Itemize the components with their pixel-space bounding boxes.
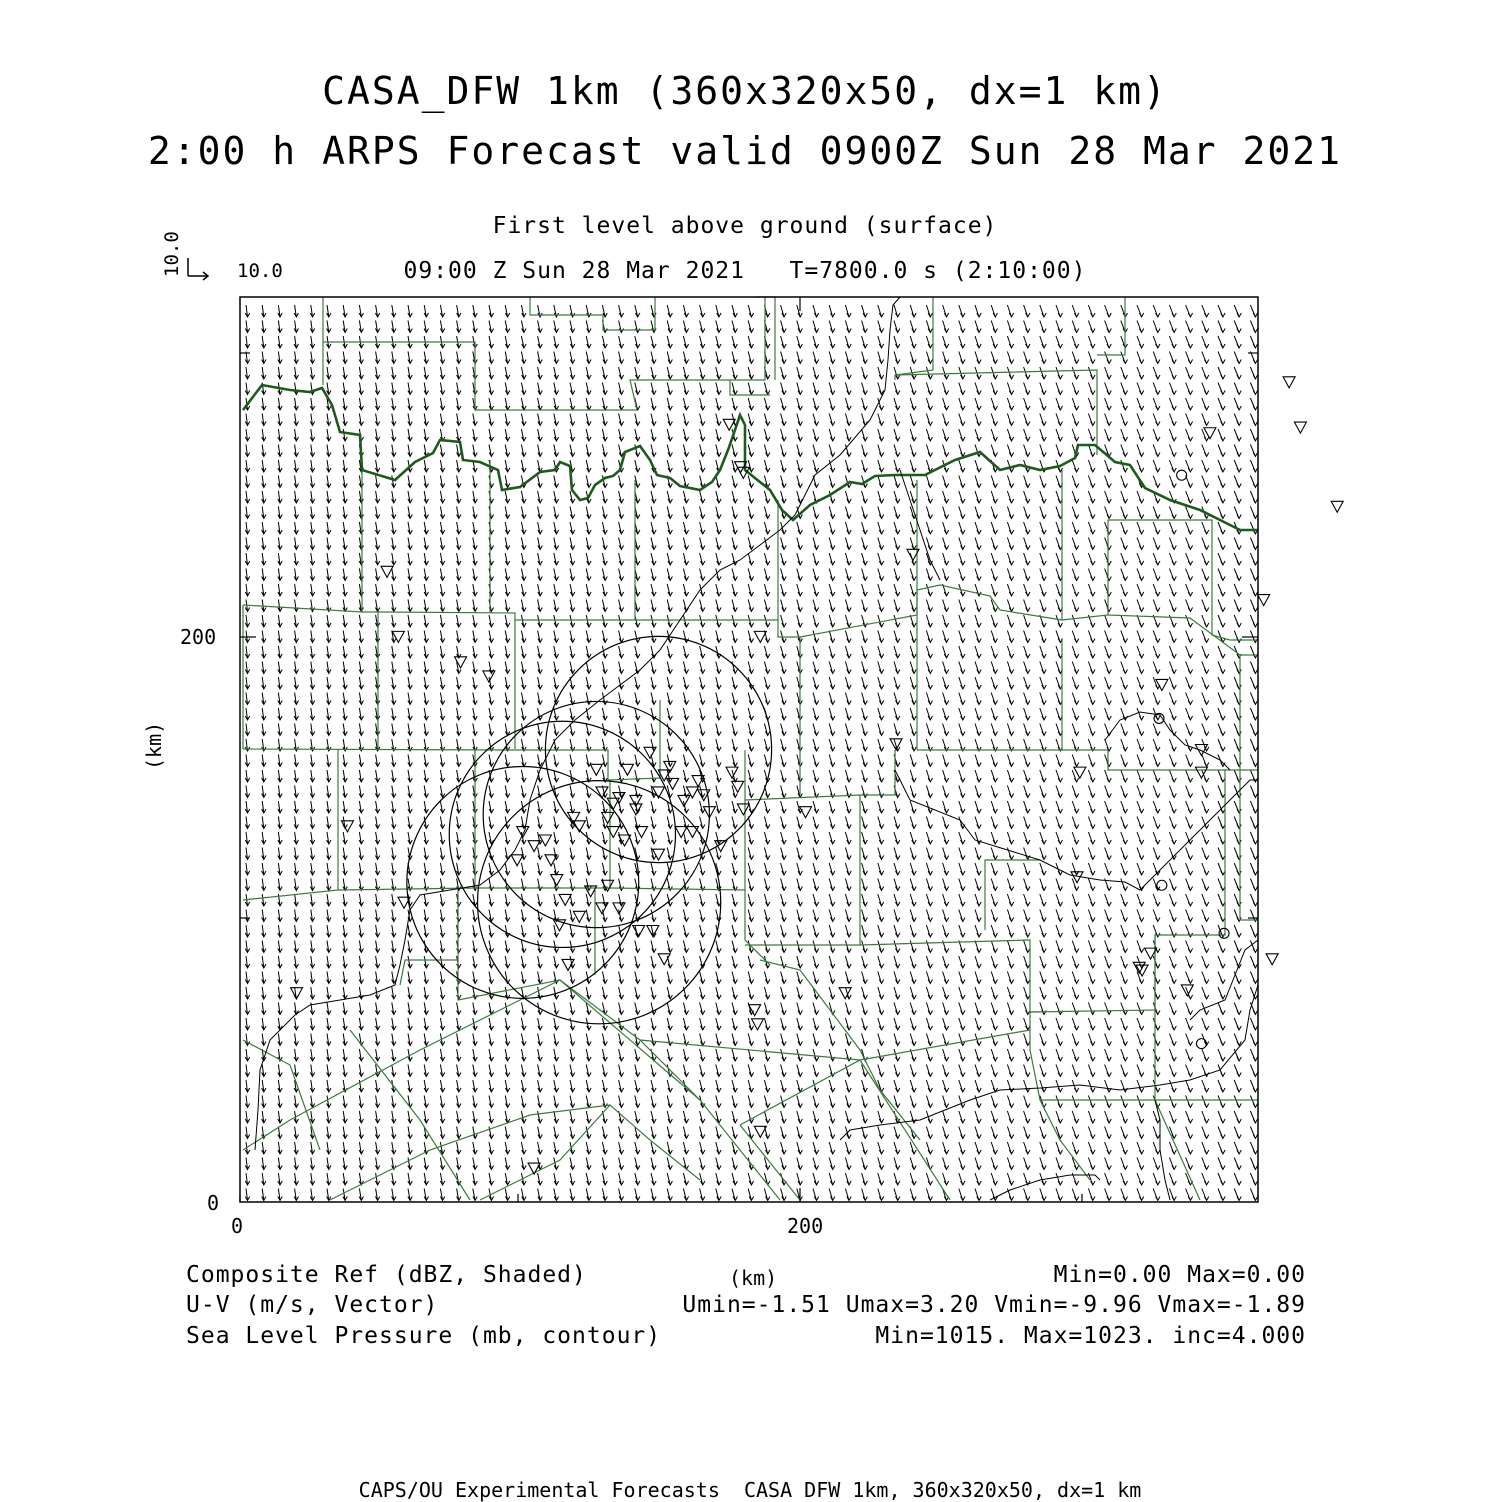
- station-marker: [675, 827, 687, 838]
- station-marker: [644, 747, 656, 758]
- vector-key-x-label: 10.0: [237, 260, 283, 282]
- footer-credit: CAPS/OU Experimental Forecasts CASA DFW 1km, 360x320x50, dx=1 km: [358, 1478, 1142, 1502]
- chart-title: CASA_DFW 1km (360x320x50, dx=1 km): [322, 69, 1168, 113]
- station-marker: [1204, 428, 1216, 439]
- y-axis-label: (km): [142, 721, 166, 770]
- station-marker: [381, 566, 393, 577]
- legend-field1-name: Composite Ref (dBZ, Shaded): [186, 1262, 587, 1288]
- station-marker: [1283, 377, 1295, 388]
- circle-marker: [1196, 1039, 1206, 1049]
- station-marker: [754, 631, 766, 642]
- x-tick-label-0: 0: [231, 1214, 244, 1238]
- station-marker: [686, 787, 698, 798]
- station-marker: [1294, 422, 1306, 433]
- radar-range-rings: [407, 636, 772, 1023]
- y-tick-label-200: 200: [180, 625, 217, 649]
- wind-vectors: [245, 305, 1257, 1201]
- station-marker: [517, 827, 529, 838]
- station-marker: [483, 671, 495, 682]
- station-marker: [573, 911, 585, 922]
- x-axis-label: (km): [729, 1266, 778, 1290]
- station-marker: [1266, 954, 1278, 965]
- legend-field2-stats: Umin=-1.51 Umax=3.20 Vmin=-9.96 Vmax=-1.89: [682, 1292, 1306, 1318]
- level-label: First level above ground (surface): [492, 213, 998, 239]
- time-label: 09:00 Z Sun 28 Mar 2021 T=7800.0 s (2:10:00): [403, 258, 1087, 284]
- station-marker: [551, 875, 563, 886]
- station-marker: [539, 835, 551, 846]
- radar-range-ring: [483, 701, 709, 927]
- station-marker: [723, 419, 735, 430]
- wind-vector-field: [245, 305, 1257, 1201]
- station-marker: [839, 988, 851, 999]
- station-marker: [341, 821, 353, 832]
- legend-field1-stats: Min=0.00 Max=0.00: [1053, 1262, 1306, 1288]
- legend-field2-name: U-V (m/s, Vector): [186, 1292, 439, 1318]
- station-marker: [667, 778, 679, 789]
- station-marker: [392, 631, 404, 642]
- station-marker: [607, 827, 619, 838]
- radar-range-ring: [449, 721, 675, 947]
- circle-marker: [1157, 880, 1167, 890]
- station-marker: [1258, 595, 1270, 606]
- station-marker: [1074, 767, 1086, 778]
- station-marker: [1195, 767, 1207, 778]
- legend-field3-name: Sea Level Pressure (mb, contour): [186, 1323, 662, 1349]
- station-marker: [621, 764, 633, 775]
- station-marker: [291, 988, 303, 999]
- station-marker: [751, 1019, 763, 1030]
- station-marker: [1331, 501, 1343, 512]
- station-marker: [590, 764, 602, 775]
- forecast-title: 2:00 h ARPS Forecast valid 0900Z Sun 28 Mar 2021: [147, 129, 1343, 173]
- station-marker: [800, 807, 812, 818]
- vector-key-icon: [188, 258, 208, 280]
- station-marker: [726, 767, 738, 778]
- station-marker: [559, 894, 571, 905]
- x-tick-label-200: 200: [787, 1214, 824, 1238]
- vector-key-y-label: 10.0: [161, 231, 183, 277]
- circle-marker: [1177, 470, 1187, 480]
- y-tick-label-0: 0: [207, 1191, 220, 1215]
- legend-field3-stats: Min=1015. Max=1023. inc=4.000: [875, 1323, 1306, 1349]
- station-markers: [291, 377, 1344, 1174]
- station-marker: [686, 827, 698, 838]
- station-marker: [737, 804, 749, 815]
